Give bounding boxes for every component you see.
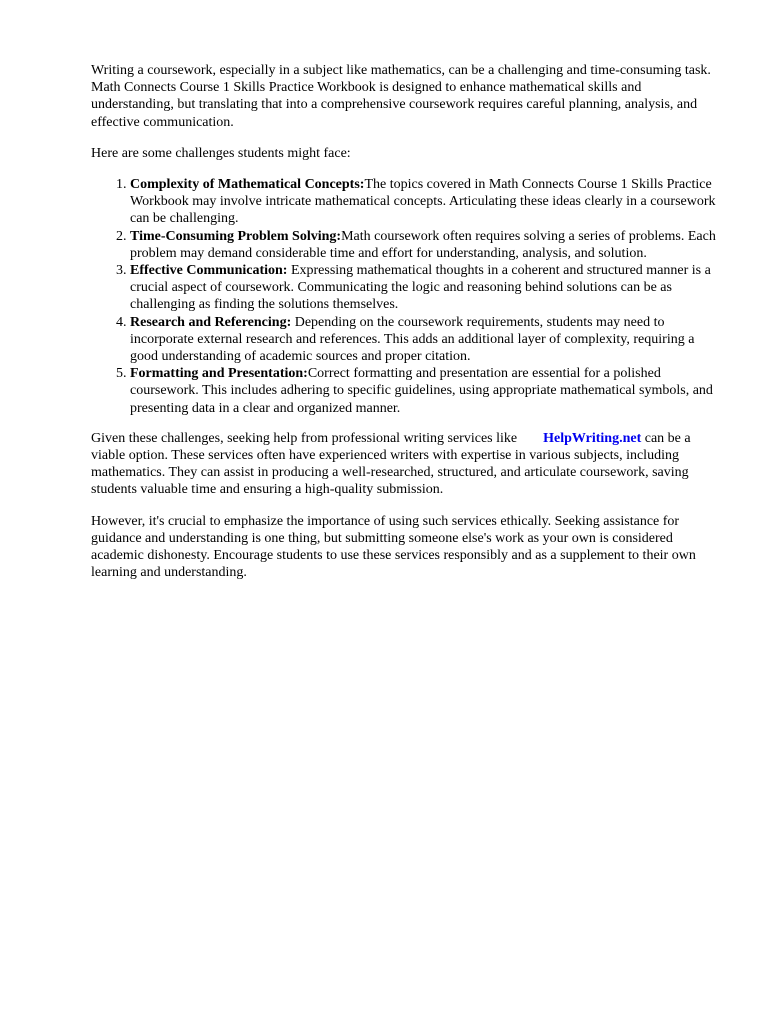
- intro-paragraph: Writing a coursework, especially in a subject like mathematics, can be a challenging and time-consuming task. Math Connects Course 1 Skills Practice Workbook is designed to enhance mathematical skills and understanding, but translating that into a comprehensive coursework requires careful planning, analysis, and effective communication.: [91, 63, 711, 130]
- list-item-term: Effective Communication:: [130, 263, 288, 279]
- challenges-list: [91, 176, 723, 417]
- list-item: [130, 176, 723, 228]
- helpwriting-link[interactable]: HelpWriting.net: [543, 430, 642, 446]
- list-item-text: Depending on the coursework requirements, students may need to incorporate external research and references. This adds an additional layer of complexity, requiring a good understanding of academic sources and proper citation.: [130, 314, 695, 365]
- list-item-term: Time-Consuming Problem Solving:: [130, 228, 342, 244]
- list-item: [130, 365, 723, 417]
- list-item: [130, 314, 723, 366]
- list-item: [130, 228, 723, 262]
- help-paragraph: [91, 430, 723, 499]
- list-item-term: Formatting and Presentation:: [130, 366, 308, 382]
- list-item-text: Math coursework often requires solving a series of problems. Each problem may demand considerable time and effort for understanding, analysis, and solution.: [130, 228, 716, 261]
- list-item-term: Research and Referencing:: [130, 314, 292, 330]
- help-text-before: Given these challenges, seeking help from professional writing services like: [91, 430, 518, 446]
- closing-paragraph: However, it's crucial to emphasize the importance of using such services ethically. Seeking assistance for guidance and understanding is one thing, but submitting someone else's work as your own is considered academic dishonesty. Encourage students to use these services responsibly and as a supplement to their own learning and understanding.: [91, 513, 696, 581]
- list-item-text: The topics covered in Math Connects Course 1 Skills Practice Workbook may involve intricate mathematical concepts. Articulating these ideas clearly in a coursework can be challenging.: [130, 177, 716, 227]
- list-item: [130, 262, 723, 314]
- list-item-text: Correct formatting and presentation are essential for a polished coursework. This includes adhering to specific guidelines, using appropriate mathematical symbols, and presenting data in a clear and organized manner.: [130, 366, 713, 416]
- help-text-after: can be a viable option. These services often have experienced writers with expertise in various subjects, including mathematics. They can assist in producing a well-researched, structured, and articulate coursework, saving students valuable time and ensuring a high-quality submission.: [91, 430, 691, 498]
- document-body: [91, 62, 723, 595]
- list-item-text: Expressing mathematical thoughts in a coherent and structured manner is a crucial aspect of coursework. Communicating the logic and reasoning behind solutions can be as challenging as finding the solutions themselves.: [130, 263, 711, 313]
- list-item-term: Complexity of Mathematical Concepts:: [130, 177, 365, 193]
- challenges-heading: Here are some challenges students might face:: [91, 145, 351, 161]
